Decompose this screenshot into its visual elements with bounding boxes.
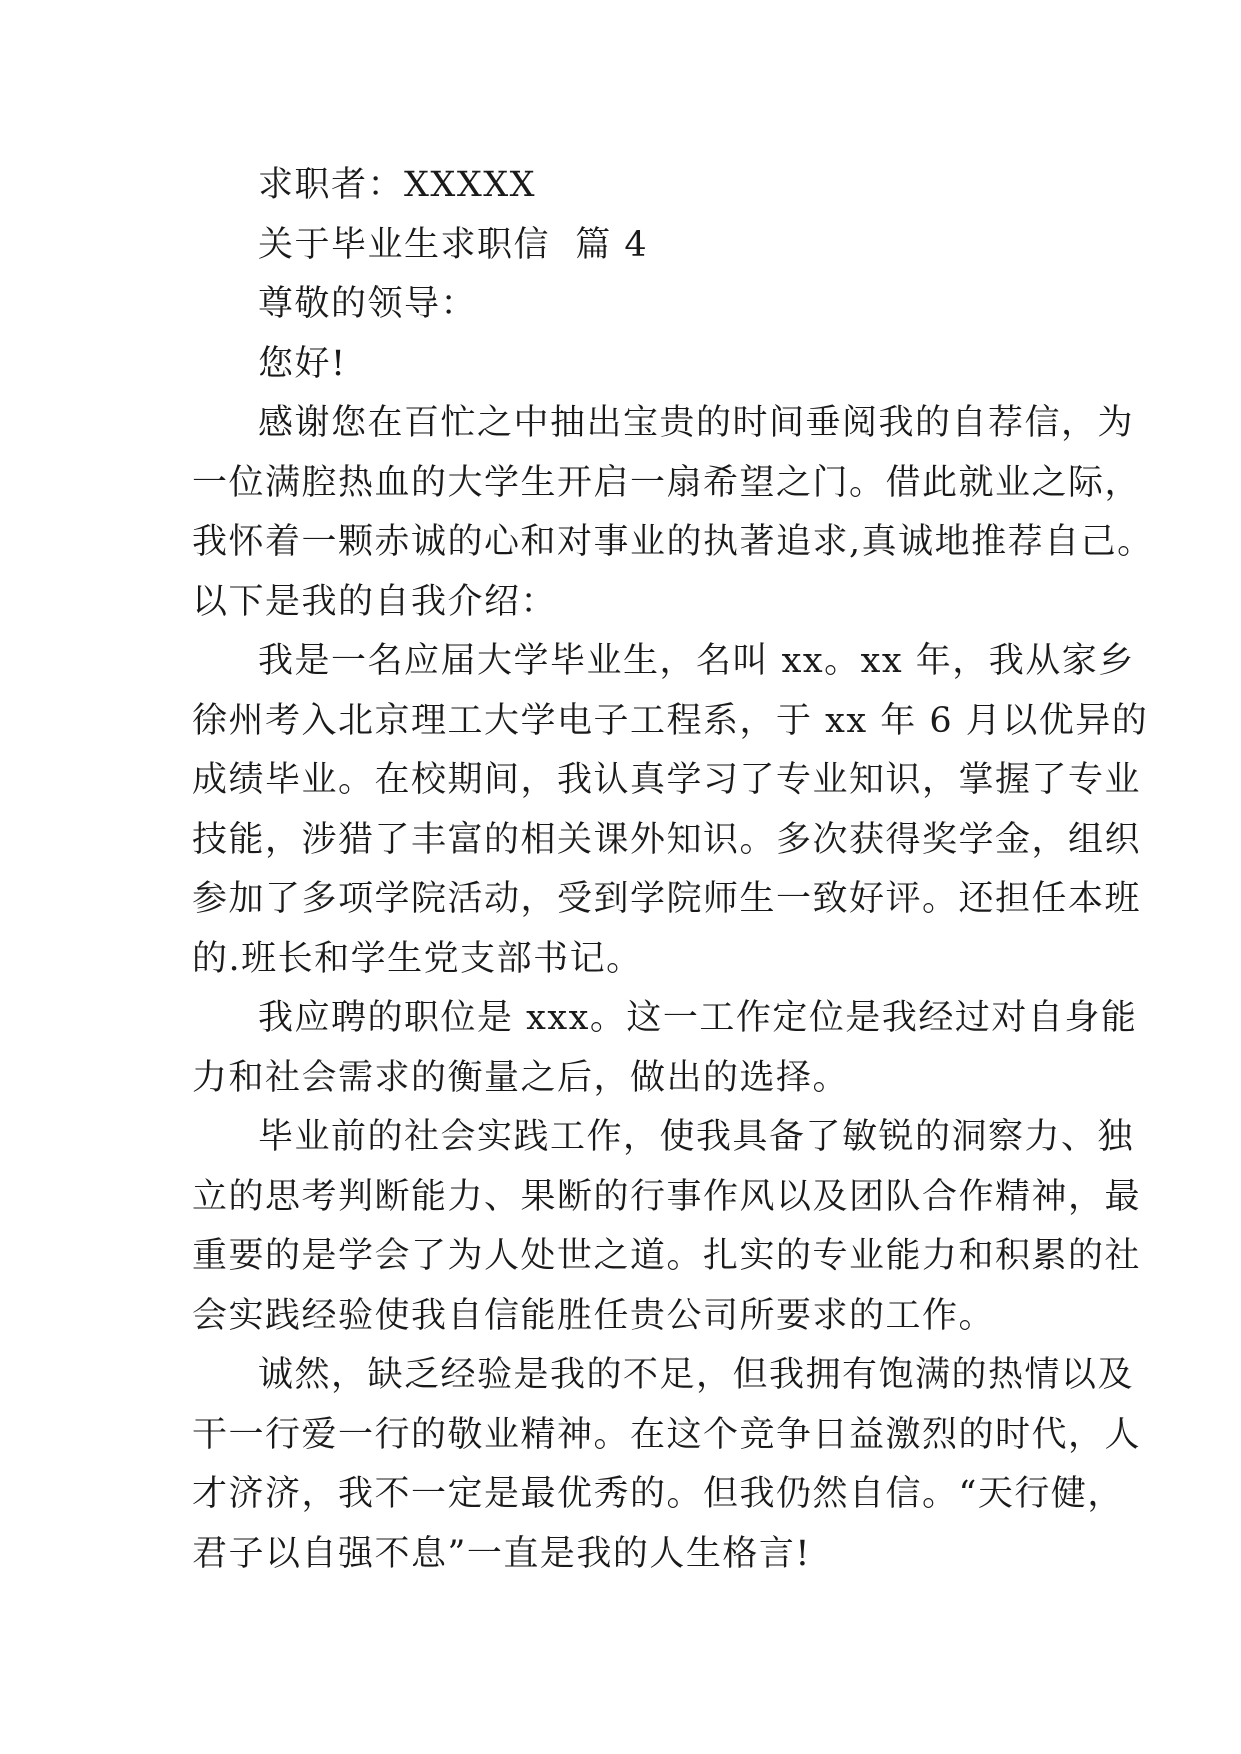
salutation: 尊敬的领导： bbox=[258, 284, 478, 324]
paragraph-line: 我怀着一颗赤诚的心和对事业的执著追求,真诚地推荐自己。 bbox=[192, 522, 1154, 562]
paragraph-line: 毕业前的社会实践工作，使我具备了敏锐的洞察力、独 bbox=[258, 1117, 1135, 1157]
paragraph-line: 会实践经验使我自信能胜任贵公司所要求的工作。 bbox=[192, 1295, 996, 1336]
paragraph-line: 重要的是学会了为人处世之道。扎实的专业能力和积累的社 bbox=[192, 1236, 1142, 1276]
section-heading: 关于毕业生求职信 篇 4 bbox=[258, 224, 649, 265]
paragraph-position bbox=[192, 989, 1138, 1108]
paragraph-line: 技能，涉猎了丰富的相关课外知识。多次获得奖学金，组织 bbox=[192, 819, 1142, 860]
paragraph-line: 立的思考判断能力、果断的行事作风以及团队合作精神，最 bbox=[192, 1176, 1142, 1217]
greeting: 您好! bbox=[258, 343, 347, 384]
paragraph-background bbox=[192, 632, 1149, 989]
paragraph-line: 的.班长和学生党支部书记。 bbox=[192, 938, 643, 979]
paragraph-line: 感谢您在百忙之中抽出宝贵的时间垂阅我的自荐信，为 bbox=[258, 403, 1135, 443]
paragraph-line: 干一行爱一行的敬业精神。在这个竞争日益激烈的时代，人 bbox=[192, 1414, 1142, 1455]
paragraph-closing bbox=[192, 1346, 1142, 1584]
paragraph-line: 以下是我的自我介绍： bbox=[192, 581, 558, 622]
letter-body bbox=[192, 156, 1154, 1584]
paragraph-line: 诚然，缺乏经验是我的不足，但我拥有饱满的热情以及 bbox=[258, 1355, 1135, 1395]
paragraph-line: 才济济，我不一定是最优秀的。但我仍然自信。“天行健， bbox=[192, 1474, 1124, 1514]
paragraph-line: 我应聘的职位是 xxx。这一工作定位是我经过对自身能 bbox=[258, 998, 1138, 1038]
paragraph-intro bbox=[192, 394, 1154, 632]
paragraph-line: 君子以自强不息”一直是我的人生格言! bbox=[192, 1533, 811, 1574]
signature-line: 求职者：XXXXX bbox=[258, 165, 537, 205]
paragraph-line: 成绩毕业。在校期间，我认真学习了专业知识，掌握了专业 bbox=[192, 760, 1142, 800]
paragraph-line: 参加了多项学院活动，受到学院师生一致好评。还担任本班 bbox=[192, 879, 1142, 919]
paragraph-line: 一位满腔热血的大学生开启一扇希望之门。借此就业之际， bbox=[192, 462, 1142, 503]
paragraph-line: 我是一名应届大学毕业生，名叫 xx。xx 年，我从家乡 bbox=[258, 641, 1135, 681]
paragraph-line: 力和社会需求的衡量之后，做出的选择。 bbox=[192, 1057, 850, 1098]
paragraph-line: 徐州考入北京理工大学电子工程系，于 xx 年 6 月以优异的 bbox=[192, 700, 1149, 741]
paragraph-practice bbox=[192, 1108, 1142, 1346]
